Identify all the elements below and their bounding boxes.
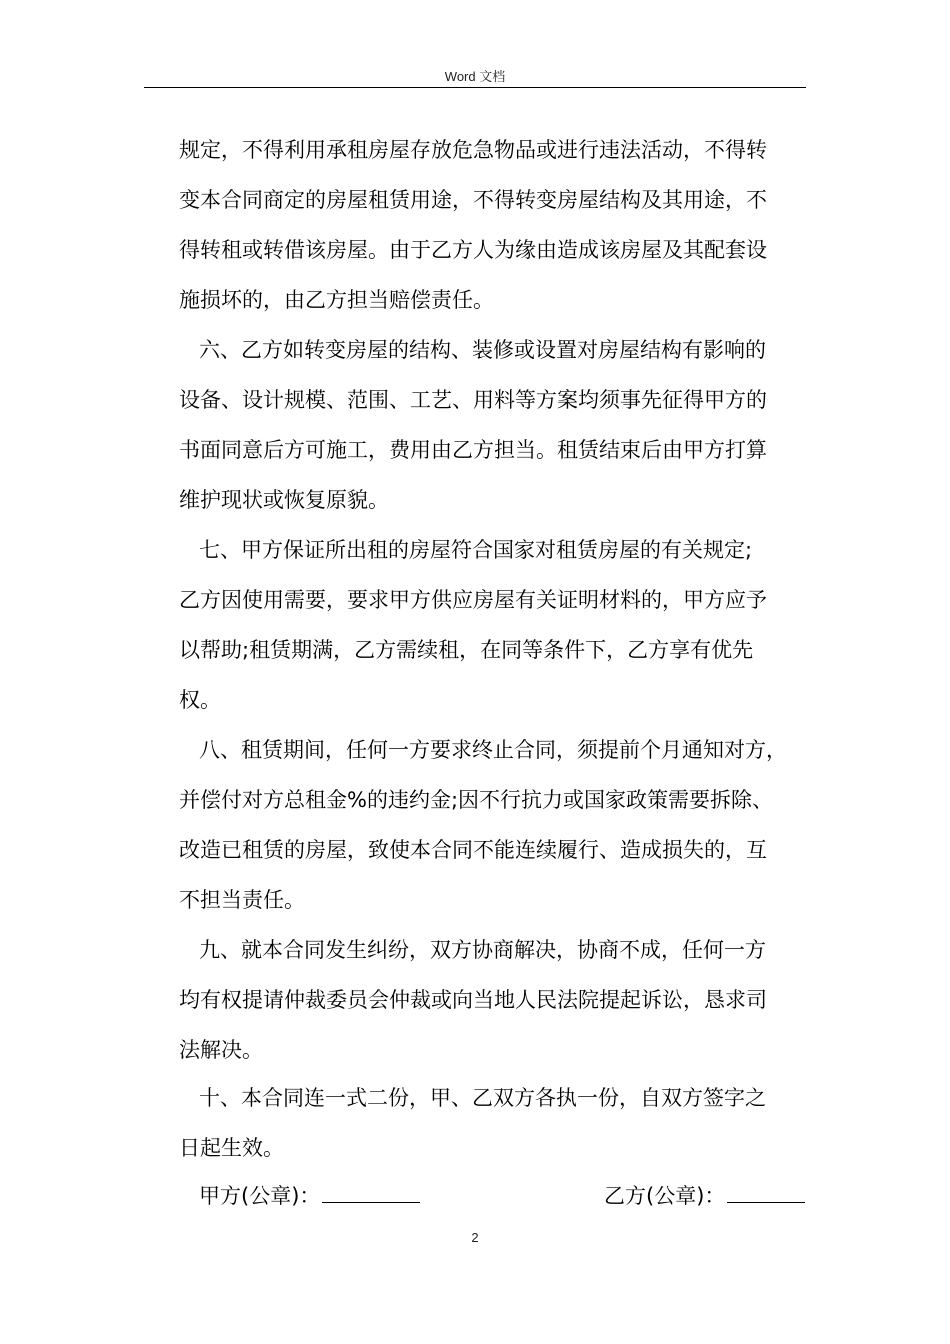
text-line: 维护现状或恢复原貌。 [179,488,389,512]
text-line: 八、租赁期间，任何一方要求终止合同，须提前个月通知对方， [199,738,787,762]
text-line: 改造已租赁的房屋，致使本合同不能连续履行、造成损失的，互 [179,838,767,862]
text-line: 设备、设计规模、范围、工艺、用料等方案均须事先征得甲方的 [179,388,767,412]
text-line: 施损坏的，由乙方担当赔偿责任。 [179,288,494,312]
text-line: 七、甲方保证所出租的房屋符合国家对租赁房屋的有关规定; [199,538,753,562]
text-line: 并偿付对方总租金%的违约金;因不行抗力或国家政策需要拆除、 [179,788,774,812]
text-line: 日起生效。 [179,1136,284,1160]
page-header: Word 文档 [444,69,506,84]
signature-blank [727,1182,805,1203]
text-line: 六、乙方如转变房屋的结构、装修或设置对房屋结构有影响的 [199,338,766,362]
text-line: 十、本合同连一式二份，甲、乙双方各执一份，自双方签字之 [199,1086,766,1110]
text-line: 权。 [179,688,221,712]
text-line: 变本合同商定的房屋租赁用途，不得转变房屋结构及其用途，不 [179,188,767,212]
text-line: 不担当责任。 [179,888,305,912]
text-line: 规定，不得利用承租房屋存放危急物品或进行违法活动，不得转 [179,138,767,162]
signature-party-b [604,1182,805,1210]
text-line: 均有权提请仲裁委员会仲裁或向当地人民法院提起诉讼，恳求司 [179,988,767,1012]
text-line: 以帮助;租赁期满，乙方需续租，在同等条件下，乙方享有优先 [179,638,754,662]
text-line: 九、就本合同发生纠纷，双方协商解决，协商不成，任何一方 [199,938,766,962]
signature-label: 乙方(公章)： [604,1184,726,1208]
text-line: 法解决。 [179,1038,263,1062]
header-divider [144,87,806,88]
text-line: 乙方因使用需要，要求甲方供应房屋有关证明材料的，甲方应予 [179,588,767,612]
signature-blank [322,1182,420,1203]
text-line: 得转租或转借该房屋。由于乙方人为缘由造成该房屋及其配套设 [179,238,767,262]
signature-label: 甲方(公章)： [199,1184,321,1208]
text-line: 书面同意后方可施工，费用由乙方担当。租赁结束后由甲方打算 [179,438,767,462]
signature-party-a [199,1182,420,1210]
page-number: 2 [471,1230,479,1245]
